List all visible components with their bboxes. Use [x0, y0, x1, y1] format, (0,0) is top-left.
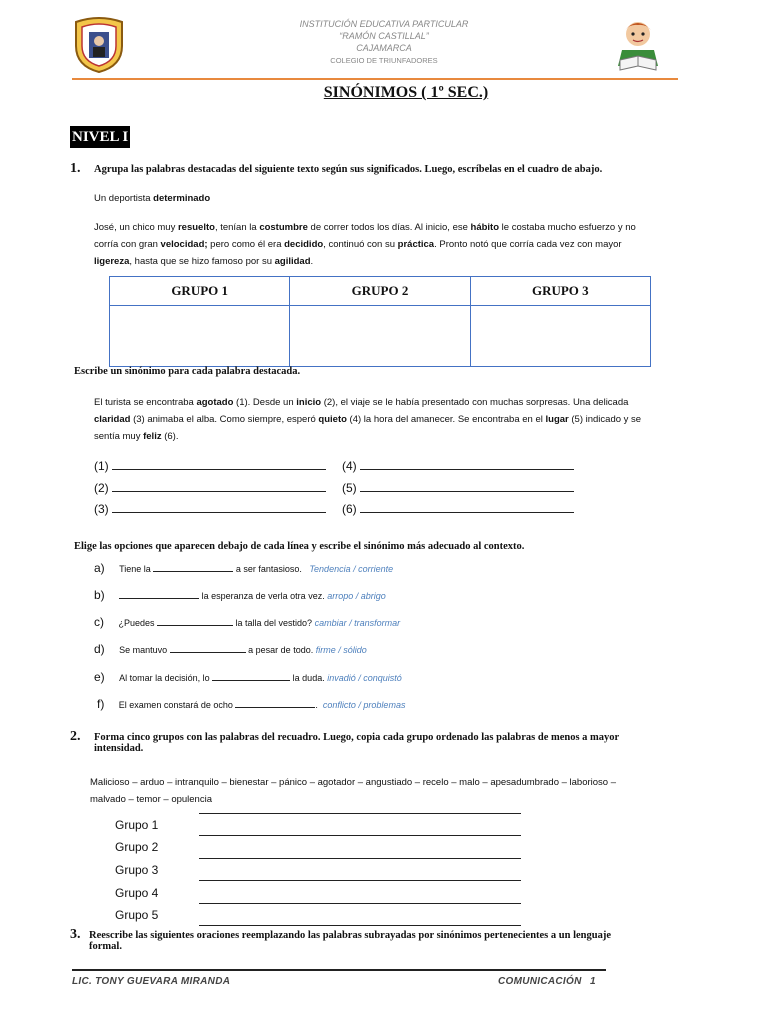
reading-child-icon — [610, 16, 666, 74]
city-line: CAJAMARCA — [356, 43, 412, 53]
footer-page-number: 1 — [590, 976, 596, 987]
footer-author: LIC. TONY GUEVARA MIRANDA — [72, 976, 231, 987]
group-line-3[interactable] — [199, 880, 521, 881]
group-1-header: GRUPO 1 — [110, 277, 290, 306]
synonym-instruction: Escribe un sinónimo para cada palabra destacada. — [74, 366, 301, 377]
level-banner: NIVEL I — [70, 126, 130, 148]
group-line-4[interactable] — [199, 903, 521, 904]
exercise-3-number: 3. — [70, 927, 81, 942]
group-1-cell[interactable] — [110, 306, 290, 367]
footer-subject: COMUNICACIÓN — [498, 976, 582, 987]
blank-1[interactable]: (1) — [94, 457, 326, 473]
group-1-label: Grupo 1 — [115, 818, 159, 832]
page-title: SINÓNIMOS ( 1º SEC.) — [323, 84, 489, 101]
exercise-3-instruction: Reescribe las siguientes oraciones reemplazando las palabras subrayadas por sinónimos pertenecientes a un lenguaje formal. — [89, 930, 611, 952]
exercise-2-instruction: Forma cinco grupos con las palabras del recuadro. Luego, copia cada grupo ordenado las palabras de menos a mayor intensidad. — [94, 732, 620, 754]
blank-2[interactable]: (2) — [94, 479, 326, 495]
blank-5[interactable]: (5) — [342, 479, 574, 495]
group-line-1[interactable] — [199, 835, 521, 836]
school-crest — [72, 16, 126, 74]
group-2-label: Grupo 2 — [115, 840, 159, 854]
synonym-paragraph: El turista se encontraba agotado (1). Desde un inicio (2), el viaje se le había presentado con muchas sorpresas. Una delicada claridad (3) animaba el alba. Como siempre, esperó quieto (4) la hora del amanecer. Se encontraba en el lugar (5) indicado y se sentía muy feliz (6). — [94, 397, 642, 442]
option-item-a: a) Tiene la a ser fantasioso. Tendencia / corriente — [94, 561, 394, 575]
option-item-c: c) ¿Puedes la talla del vestido? cambiar / transformar — [94, 615, 401, 629]
group-line-5[interactable] — [199, 925, 521, 926]
group-4-label: Grupo 4 — [115, 886, 159, 900]
option-item-b: b) la esperanza de verla otra vez. arropo / abrigo — [94, 588, 386, 602]
school-name: “RAMÓN CASTILLAL” — [339, 31, 429, 41]
option-item-d: d) Se mantuvo a pesar de todo. firme / sólido — [94, 642, 367, 656]
group-3-label: Grupo 3 — [115, 863, 159, 877]
blank-6[interactable]: (6) — [342, 500, 574, 516]
footer-rule — [72, 969, 606, 971]
group-line-2[interactable] — [199, 858, 521, 859]
group-2-cell[interactable] — [290, 306, 470, 367]
motto-line: COLEGIO DE TRIUNFADORES — [330, 56, 438, 65]
group-3-header: GRUPO 3 — [470, 277, 650, 306]
group-line-0 — [199, 813, 521, 814]
exercise-2-number: 2. — [70, 729, 81, 744]
exercise-1-paragraph: José, un chico muy resuelto, tenían la costumbre de correr todos los días. Al inicio, ese hábito le costaba mucho esfuerzo y no corría con gran velocidad; pero como él era decidido, continuó con su práctica. Pronto notó que corría cada vez con mayor ligereza, hasta que se hizo famoso por su agilidad. — [94, 222, 636, 267]
header-rule — [72, 78, 678, 80]
option-item-e: e) Al tomar la decisión, lo la duda. invadió / conquistó — [94, 670, 402, 684]
exercise-1-number: 1. — [70, 161, 81, 176]
word-box: Malicioso – arduo – intranquilo – bienestar – pánico – agotador – angustiado – recelo – malo – apesadumbrado – laborioso – malvado – temor – opulencia — [90, 777, 617, 805]
exercise-1-subtitle: Un deportista determinado — [94, 193, 211, 204]
blank-4[interactable]: (4) — [342, 457, 574, 473]
group-3-cell[interactable] — [470, 306, 650, 367]
option-item-f: f) El examen constará de ocho . conflicto / problemas — [97, 697, 406, 711]
blank-3[interactable]: (3) — [94, 500, 326, 516]
options-instruction: Elige las opciones que aparecen debajo de cada línea y escribe el sinónimo más adecuado al contexto. — [74, 541, 525, 552]
group-5-label: Grupo 5 — [115, 908, 159, 922]
groups-table — [109, 276, 651, 367]
institution-line: INSTITUCIÓN EDUCATIVA PARTICULAR — [299, 19, 469, 29]
exercise-1-instruction: Agrupa las palabras destacadas del siguiente texto según sus significados. Luego, escríbelas en el cuadro de abajo. — [94, 164, 603, 175]
group-2-header: GRUPO 2 — [290, 277, 470, 306]
